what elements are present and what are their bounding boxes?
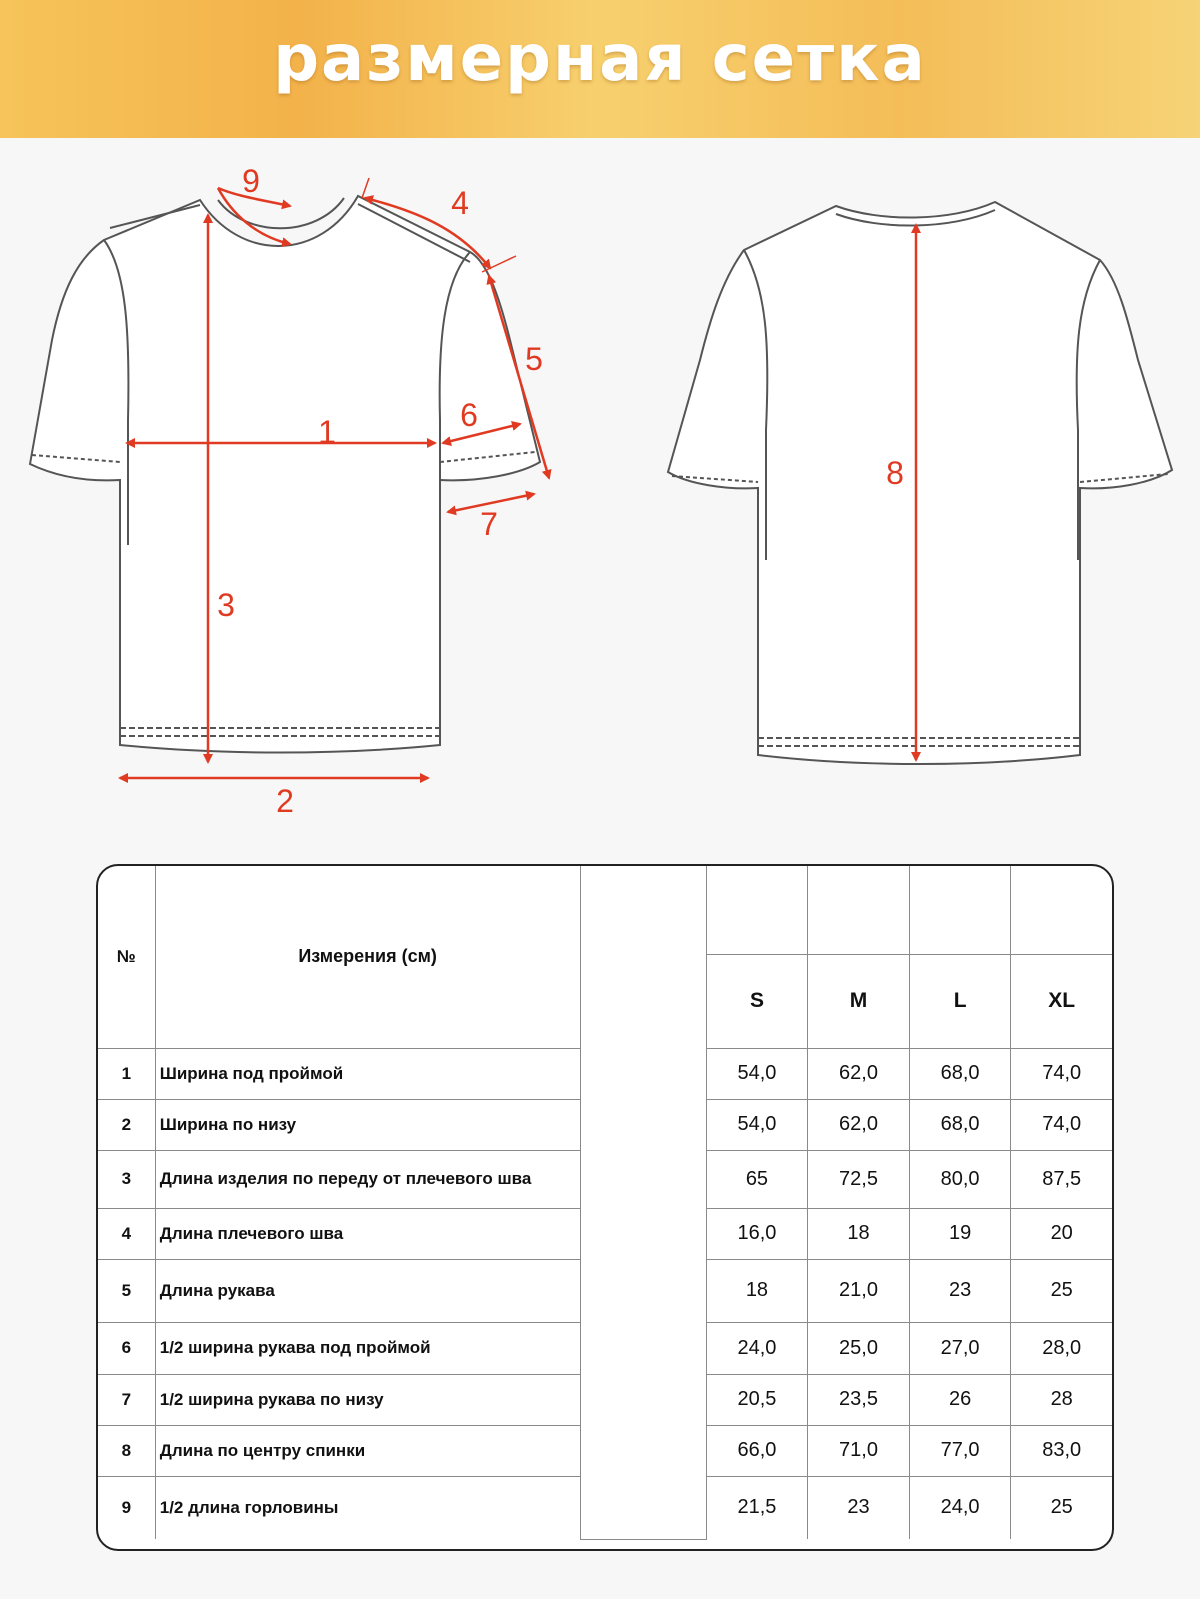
spacer-column [580, 866, 706, 1539]
size-table-container [96, 864, 1114, 1551]
tshirt-diagrams [0, 138, 1200, 838]
header-num: № [98, 866, 155, 1048]
header-measurements: Измерения (см) [155, 866, 580, 1048]
header-banner [0, 0, 1200, 138]
label-8: 8 [886, 455, 904, 491]
label-7: 7 [480, 506, 498, 542]
table-row: 1 Ширина под проймой 54,0 62,0 68,0 74,0 [98, 1048, 1112, 1099]
label-2: 2 [276, 783, 294, 819]
label-4: 4 [451, 185, 469, 221]
size-table [98, 866, 1112, 1540]
table-row: 3 Длина изделия по переду от плечевого шва 65 72,5 80,0 87,5 [98, 1150, 1112, 1208]
tshirt-front [30, 196, 540, 753]
label-5: 5 [525, 341, 543, 377]
size-xl: XL [1011, 954, 1112, 1048]
table-row: 5 Длина рукава 18 21,0 23 25 [98, 1259, 1112, 1322]
size-l: L [909, 954, 1011, 1048]
label-3: 3 [217, 587, 235, 623]
table-row: 4 Длина плечевого шва 16,0 18 19 20 [98, 1208, 1112, 1259]
table-row: 7 1/2 ширина рукава по низу 20,5 23,5 26 28 [98, 1374, 1112, 1425]
tshirt-back [668, 202, 1172, 764]
label-6: 6 [460, 397, 478, 433]
table-row: 6 1/2 ширина рукава под проймой 24,0 25,0 27,0 28,0 [98, 1322, 1112, 1374]
size-s: S [706, 954, 808, 1048]
label-9: 9 [242, 163, 260, 199]
size-m: M [808, 954, 910, 1048]
table-row: 9 1/2 длина горловины 21,5 23 24,0 25 [98, 1476, 1112, 1539]
label-1: 1 [318, 414, 336, 450]
table-row: 2 Ширина по низу 54,0 62,0 68,0 74,0 [98, 1099, 1112, 1150]
table-row: 8 Длина по центру спинки 66,0 71,0 77,0 83,0 [98, 1425, 1112, 1476]
page-title: размерная сетка [273, 22, 927, 96]
